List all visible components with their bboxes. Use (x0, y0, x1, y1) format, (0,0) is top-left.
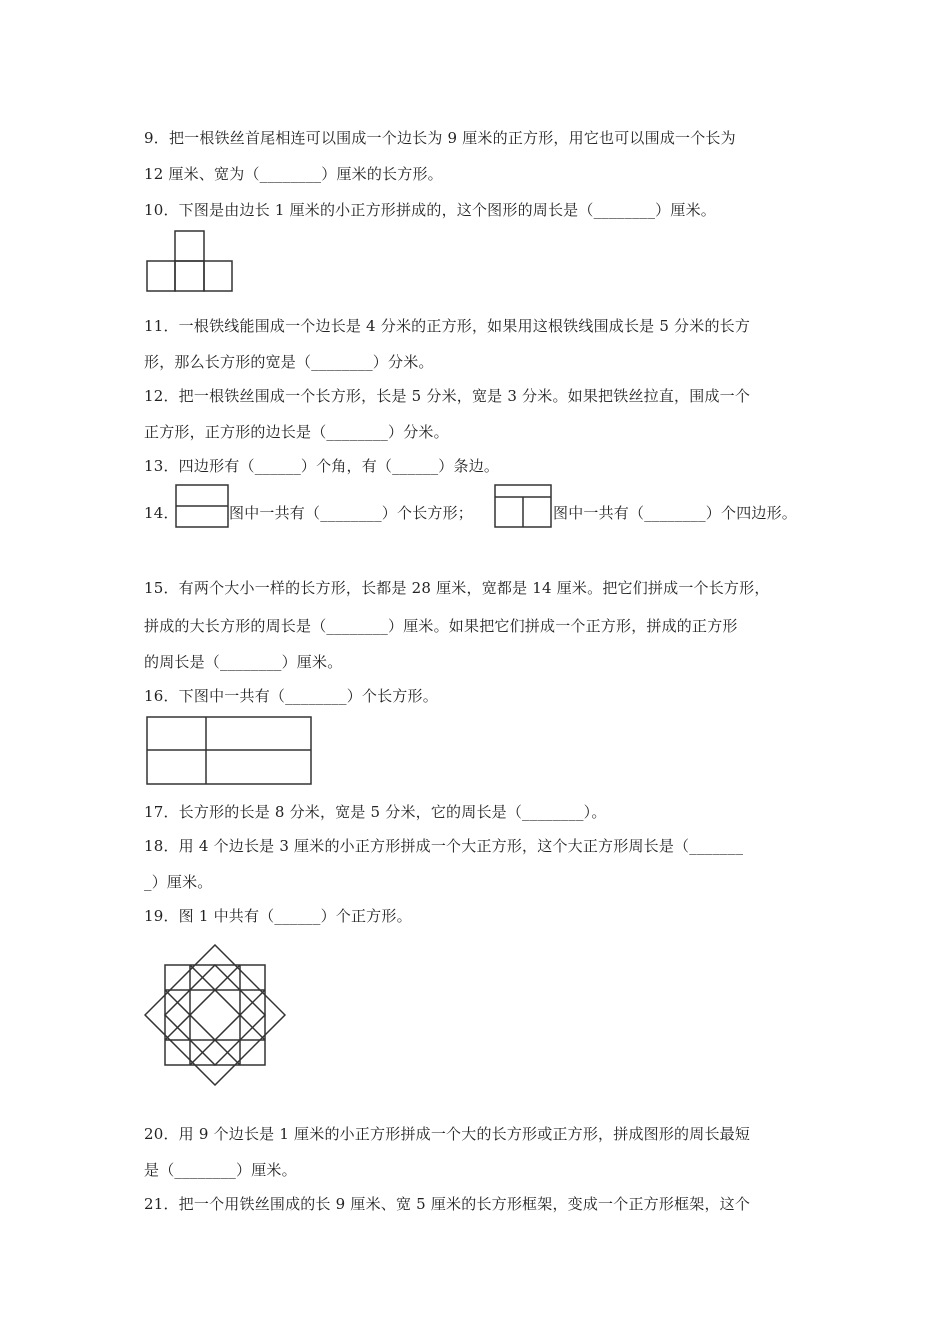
square-left (147, 261, 175, 291)
question-18-line-2: _）厘米。 (144, 873, 213, 891)
square-right (204, 261, 232, 291)
question-14-part-2: 图中一共有（________）个四边形。 (553, 504, 798, 522)
question-10-line-1: 10．下图是由边长 1 厘米的小正方形拼成的，这个图形的周长是（________）厘米。 (144, 201, 716, 219)
question-11-line-1: 11．一根铁线能围成一个边长是 4 分米的正方形，如果用这根铁线围成长是 5 分米的长方 (144, 317, 751, 335)
question-20-line-1: 20．用 9 个边长是 1 厘米的小正方形拼成一个大的长方形或正方形，拼成图形的周长最短 (144, 1125, 751, 1143)
question-19-star-figure (144, 944, 286, 1086)
square-top (175, 231, 204, 261)
question-19-line-1: 19．图 1 中共有（______）个正方形。 (144, 907, 412, 925)
question-20-line-2: 是（________）厘米。 (144, 1161, 297, 1179)
question-13-line-1: 13．四边形有（______）个角，有（______）条边。 (144, 457, 500, 475)
question-18-line-1: 18．用 4 个边长是 3 厘米的小正方形拼成一个大正方形，这个大正方形周长是（_______ (144, 837, 744, 855)
question-9-line-2: 12 厘米、宽为（________）厘米的长方形。 (144, 165, 443, 183)
question-12-line-2: 正方形，正方形的边长是（________）分米。 (144, 423, 449, 441)
question-15-line-2: 拼成的大长方形的周长是（________）厘米。如果把它们拼成一个正方形，拼成的正方形 (144, 617, 738, 635)
question-12-line-1: 12．把一根铁丝围成一个长方形，长是 5 分米，宽是 3 分米。如果把铁丝拉直，围成一个 (144, 387, 751, 405)
question-16-line-1: 16．下图中一共有（________）个长方形。 (144, 687, 438, 705)
question-16-rectangles-figure (146, 716, 312, 786)
question-14-figure-b (494, 484, 552, 528)
question-17-line-1: 17．长方形的长是 8 分米，宽是 5 分米，它的周长是（________）。 (144, 803, 607, 821)
question-14-figure-a (175, 484, 229, 528)
question-14-part-1: 图中一共有（________）个长方形； (229, 504, 474, 522)
question-21-line-1: 21．把一个用铁丝围成的长 9 厘米、宽 5 厘米的长方形框架，变成一个正方形框架，这个 (144, 1195, 751, 1213)
question-14-number: 14． (144, 504, 179, 522)
question-15-line-3: 的周长是（________）厘米。 (144, 653, 343, 671)
question-11-line-2: 形，那么长方形的宽是（________）分米。 (144, 353, 434, 371)
question-9-line-1: 9．把一根铁丝首尾相连可以围成一个边长为 9 厘米的正方形，用它也可以围成一个长为 (144, 129, 736, 147)
square-middle (175, 261, 204, 291)
question-15-line-1: 15．有两个大小一样的长方形，长都是 28 厘米，宽都是 14 厘米。把它们拼成一个长方形， (144, 579, 770, 597)
question-10-squares-figure (146, 229, 234, 293)
